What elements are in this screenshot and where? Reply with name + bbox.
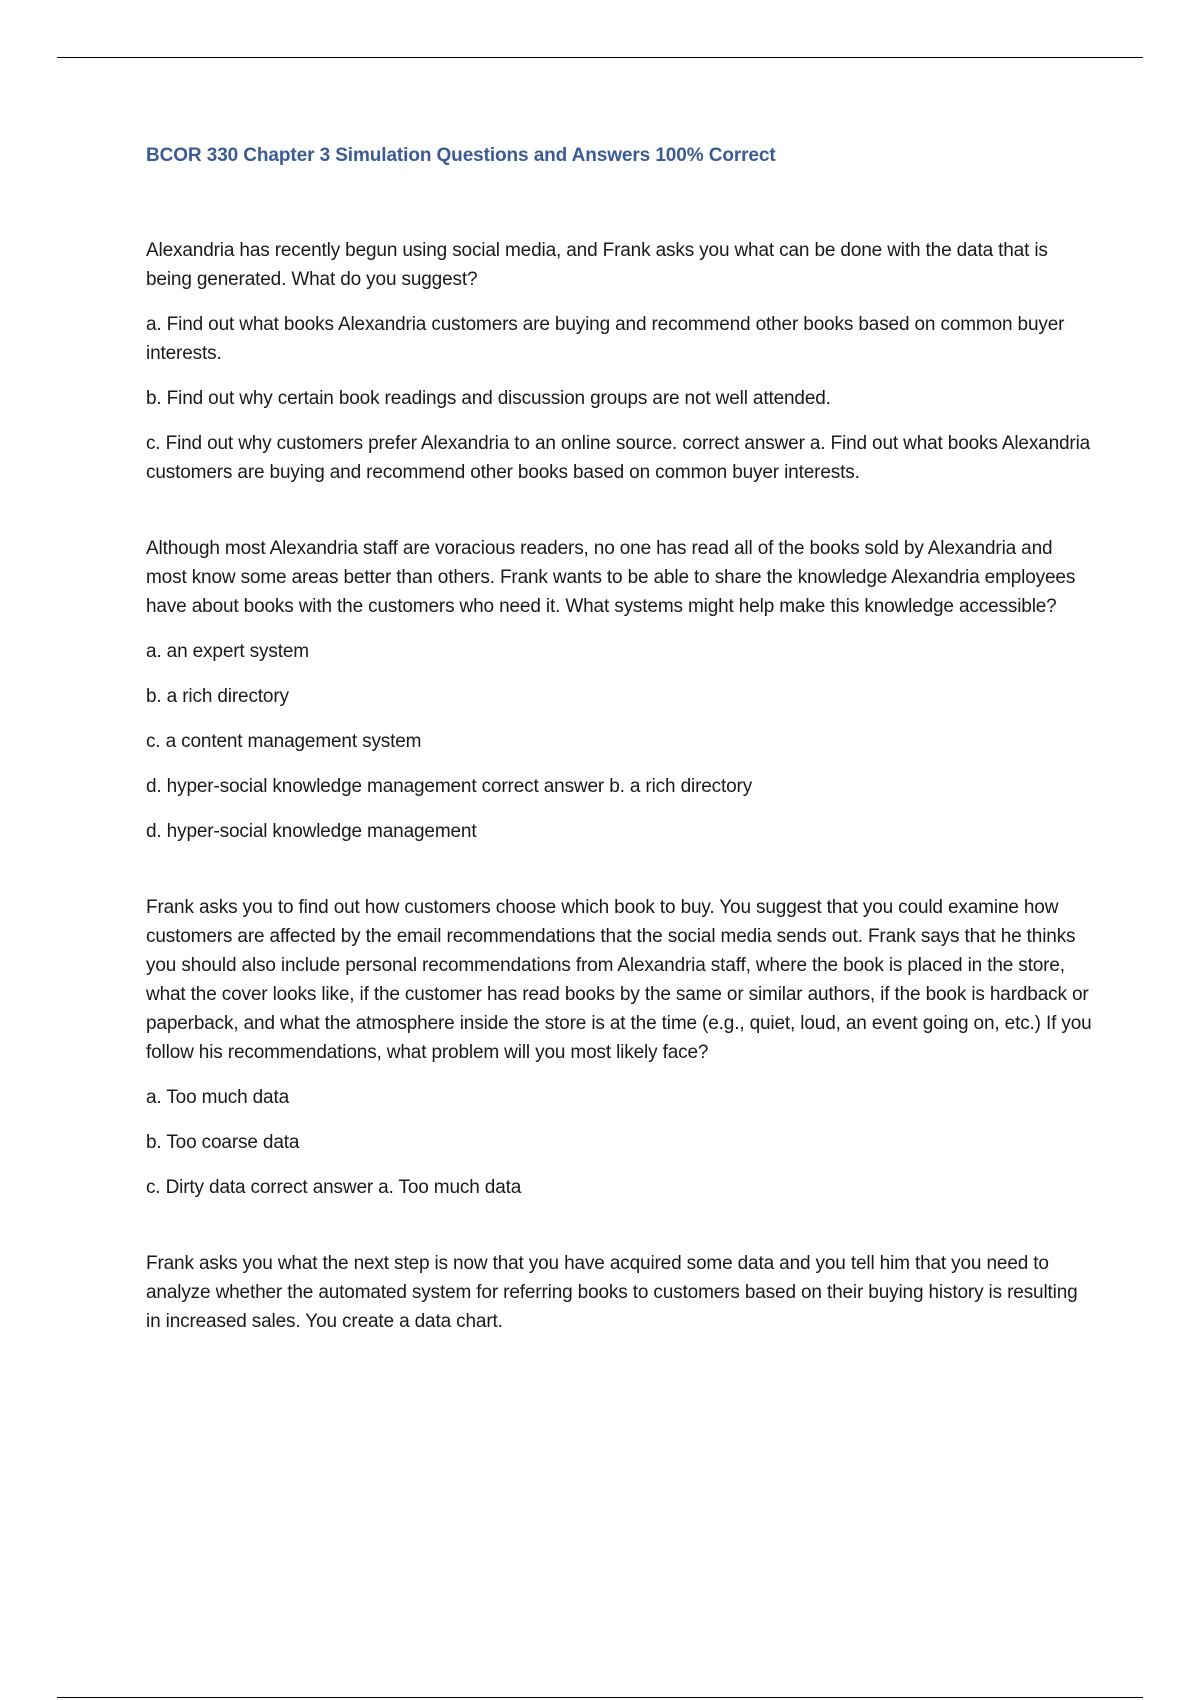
question-block-4 — [146, 1249, 1096, 1336]
answer-option: d. hyper-social knowledge management — [146, 821, 477, 842]
answer-option: a. Too much data — [146, 1087, 290, 1108]
answer-option: b. Too coarse data — [146, 1132, 300, 1153]
question-block-3 — [146, 893, 1096, 1202]
question-text: Frank asks you to find out how customers choose which book to buy. You suggest that you could examine how customers are affected by the email recommendations that the social media sends out. Frank says that he thinks you should also include personal recommendations from Alexandria staff, where the book is placed in the store, what the cover looks like, if the customer has read books by the same or similar authors, if the book is hardback or paperback, and what the atmosphere inside the store is at the time (e.g., quiet, loud, an event going on, etc.) If you follow his recommendations, what problem will you most likely face? — [146, 897, 1092, 1063]
question-text: Alexandria has recently begun using social media, and Frank asks you what can be done with the data that is being generated. What do you suggest? — [146, 240, 1048, 290]
answer-option: c. Find out why customers prefer Alexandria to an online source. correct answer a. Find out what books Alexandria customers are buying and recommend other books based on common buyer interests. — [146, 433, 1091, 483]
answer-option: a. an expert system — [146, 641, 309, 662]
bottom-rule — [57, 1697, 1143, 1698]
question-text: Frank asks you what the next step is now that you have acquired some data and you tell him that you need to analyze whether the automated system for referring books to customers based on their buying history is resulting in increased sales. You create a data chart. — [146, 1253, 1078, 1332]
top-rule — [57, 57, 1143, 58]
question-block-1 — [146, 236, 1096, 487]
question-block-2 — [146, 534, 1096, 846]
document-body — [146, 236, 1096, 1383]
answer-option: c. a content management system — [146, 731, 422, 752]
answer-option: a. Find out what books Alexandria customers are buying and recommend other books based on common buyer interests. — [146, 314, 1065, 364]
answer-option: d. hyper-social knowledge management correct answer b. a rich directory — [146, 776, 753, 797]
answer-option: c. Dirty data correct answer a. Too much data — [146, 1177, 522, 1198]
page-title: BCOR 330 Chapter 3 Simulation Questions and Answers 100% Correct — [146, 145, 776, 166]
answer-option: b. a rich directory — [146, 686, 289, 707]
question-text: Although most Alexandria staff are voracious readers, no one has read all of the books sold by Alexandria and most know some areas better than others. Frank wants to be able to share the knowledge Alexandria employees have about books with the customers who need it. What systems might help make this knowledge accessible? — [146, 538, 1076, 617]
answer-option: b. Find out why certain book readings and discussion groups are not well attended. — [146, 388, 831, 409]
